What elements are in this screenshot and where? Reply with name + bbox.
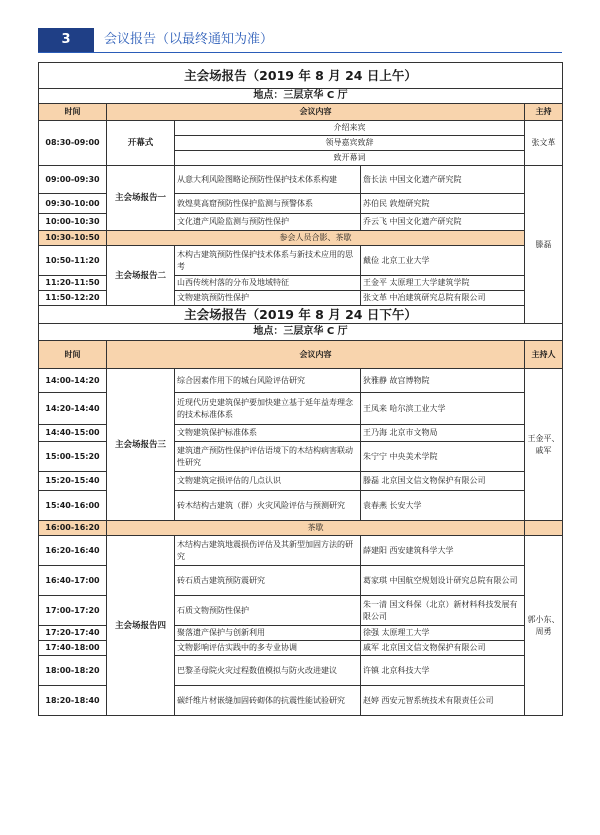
topic-cell: 聚落遗产保护与创新利用 [175, 626, 361, 641]
time-cell: 18:00-18:20 [39, 656, 107, 686]
break-cell: 茶歇 [107, 521, 525, 536]
topic-cell: 综合因素作用下的城台风险评估研究 [175, 369, 361, 393]
speaker-cell: 苏伯民 敦煌研究院 [361, 194, 525, 214]
speaker-cell: 戴俭 北京工业大学 [361, 246, 525, 276]
agenda-item: 介绍来宾 [175, 121, 525, 136]
agenda-item: 致开幕词 [175, 151, 525, 166]
header-divider [38, 52, 562, 53]
time-cell: 16:40-17:00 [39, 566, 107, 596]
time-cell: 17:20-17:40 [39, 626, 107, 641]
session-cell: 主会场报告四 [107, 536, 175, 716]
pm-title-row [39, 306, 563, 324]
page-number-badge: 3 [38, 28, 94, 52]
pm-header-row [39, 341, 563, 369]
host-cell: 张文革 [525, 121, 563, 166]
session-cell: 主会场报告二 [107, 246, 175, 306]
session-cell: 主会场报告三 [107, 369, 175, 521]
speaker-cell: 朱一清 国文科保（北京）新材料科技发展有限公司 [361, 596, 525, 626]
am-venue-row [39, 89, 563, 104]
page-header [0, 28, 600, 54]
topic-cell: 山西传统村落的分布及地域特征 [175, 276, 361, 291]
session-cell: 开幕式 [107, 121, 175, 166]
time-cell: 16:00-16:20 [39, 521, 107, 536]
break-row [39, 231, 563, 246]
speaker-cell: 张文革 中冶建筑研究总院有限公司 [361, 291, 525, 306]
speaker-cell: 王凤来 哈尔滨工业大学 [361, 393, 525, 425]
header-title: 会议报告（以最终通知为准） [104, 32, 274, 47]
am-title-row [39, 63, 563, 89]
am-title: 主会场报告（2019 年 8 月 24 日上午） [39, 63, 563, 89]
time-cell: 17:00-17:20 [39, 596, 107, 626]
time-cell: 17:40-18:00 [39, 641, 107, 656]
agenda-item: 领导嘉宾致辞 [175, 136, 525, 151]
time-cell: 14:40-15:00 [39, 425, 107, 442]
topic-cell: 木结构古建筑地震损伤评估及其新型加固方法的研究 [175, 536, 361, 566]
time-cell: 08:30-09:00 [39, 121, 107, 166]
schedule-table [38, 62, 563, 716]
host-cell: 王金平、戚军 [525, 369, 563, 521]
col-time-header: 时间 [39, 104, 107, 121]
speaker-cell: 赵婷 西安元智系统技术有限责任公司 [361, 686, 525, 716]
speaker-cell: 王金平 太原理工大学建筑学院 [361, 276, 525, 291]
col-time-header: 时间 [39, 341, 107, 369]
topic-cell: 石质文物预防性保护 [175, 596, 361, 626]
speaker-cell: 詹长法 中国文化遗产研究院 [361, 166, 525, 194]
speaker-cell: 薛建阳 西安建筑科学大学 [361, 536, 525, 566]
time-cell: 15:40-16:00 [39, 491, 107, 521]
pm-title: 主会场报告（2019 年 8 月 24 日下午） [39, 306, 563, 324]
time-cell: 16:20-16:40 [39, 536, 107, 566]
time-cell: 11:50-12:20 [39, 291, 107, 306]
table-row [39, 536, 563, 566]
topic-cell: 近现代历史建筑保护要加快建立基于延年益寿理念的技术标准体系 [175, 393, 361, 425]
col-content-header: 会议内容 [107, 104, 525, 121]
speaker-cell: 王乃海 北京市文物局 [361, 425, 525, 442]
topic-cell: 巴黎圣母院火灾过程数值模拟与防火改进建议 [175, 656, 361, 686]
am-header-row [39, 104, 563, 121]
time-cell: 11:20-11:50 [39, 276, 107, 291]
speaker-cell: 朱宁宁 中央美术学院 [361, 442, 525, 472]
host-cell: 滕磊 [525, 166, 563, 324]
col-host-header: 主持 [525, 104, 563, 121]
topic-cell: 文化遗产风险监测与预防性保护 [175, 214, 361, 231]
time-cell: 15:00-15:20 [39, 442, 107, 472]
topic-cell: 文物建筑定损评估的几点认识 [175, 472, 361, 491]
topic-cell: 文物建筑保护标准体系 [175, 425, 361, 442]
time-cell: 10:50-11:20 [39, 246, 107, 276]
speaker-cell: 袁春燕 长安大学 [361, 491, 525, 521]
time-cell: 10:00-10:30 [39, 214, 107, 231]
speaker-cell: 狄雅静 故宫博物院 [361, 369, 525, 393]
topic-cell: 建筑遗产预防性保护评估语境下的木结构病害联动性研究 [175, 442, 361, 472]
time-cell: 09:00-09:30 [39, 166, 107, 194]
topic-cell: 敦煌莫高窟预防性保护监测与预警体系 [175, 194, 361, 214]
speaker-cell: 葛家琪 中国航空规划设计研究总院有限公司 [361, 566, 525, 596]
speaker-cell: 徐强 太原理工大学 [361, 626, 525, 641]
time-cell: 14:20-14:40 [39, 393, 107, 425]
table-row [39, 246, 563, 276]
topic-cell: 砖木结构古建筑（群）火灾风险评估与预测研究 [175, 491, 361, 521]
time-cell: 10:30-10:50 [39, 231, 107, 246]
time-cell: 14:00-14:20 [39, 369, 107, 393]
table-row [39, 369, 563, 393]
topic-cell: 从意大利风险图略论预防性保护技术体系构建 [175, 166, 361, 194]
session-cell: 主会场报告一 [107, 166, 175, 231]
col-content-header: 会议内容 [107, 341, 525, 369]
table-row [39, 121, 563, 136]
time-cell: 15:20-15:40 [39, 472, 107, 491]
topic-cell: 砖石质古建筑预防震研究 [175, 566, 361, 596]
am-venue: 地点：三层京华 C 厅 [39, 89, 563, 104]
topic-cell: 文物影响评估实践中的多专业协调 [175, 641, 361, 656]
host-cell: 郭小东、周勇 [525, 536, 563, 716]
speaker-cell: 滕磊 北京国文信文物保护有限公司 [361, 472, 525, 491]
topic-cell: 木构古建筑预防性保护技术体系与新技术应用的思考 [175, 246, 361, 276]
break-cell: 参会人员合影、茶歇 [107, 231, 525, 246]
break-row [39, 521, 563, 536]
col-host-header: 主持人 [525, 341, 563, 369]
pm-venue: 地点：三层京华 C 厅 [39, 324, 563, 341]
topic-cell: 文物建筑预防性保护 [175, 291, 361, 306]
speaker-cell: 许镇 北京科技大学 [361, 656, 525, 686]
time-cell: 09:30-10:00 [39, 194, 107, 214]
speaker-cell: 戚军 北京国文信文物保护有限公司 [361, 641, 525, 656]
time-cell: 18:20-18:40 [39, 686, 107, 716]
pm-venue-row [39, 324, 563, 341]
host-cell-empty [525, 521, 563, 536]
table-row [39, 166, 563, 194]
topic-cell: 碳纤维片材嵌缝加固砖砌体的抗震性能试验研究 [175, 686, 361, 716]
speaker-cell: 乔云飞 中国文化遗产研究院 [361, 214, 525, 231]
